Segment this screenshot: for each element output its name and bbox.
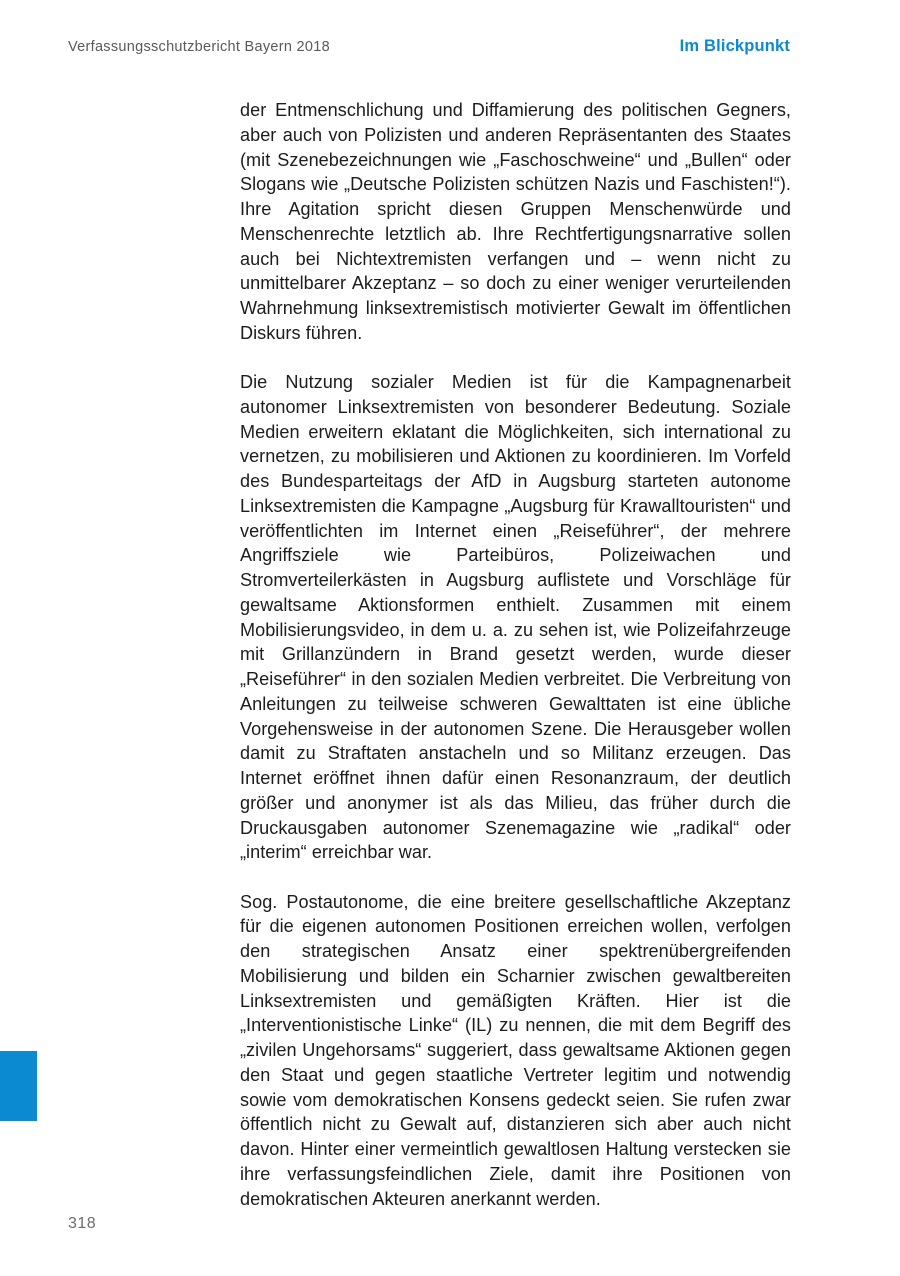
body-paragraph-2: Die Nutzung sozialer Medien ist für die Kampagnenarbeit autonomer Linksextremisten von besonderer Bedeutung. Soziale Medien erweitern eklatant die Möglichkeiten, sich international zu vernetzen, zu mobilisieren und Aktionen zu koordinieren. Im Vorfeld des Bundesparteitags der AfD in Augsburg starteten autonome Linksextremisten die Kampagne „Augsburg für Krawalltouristen“ und veröffentlichten im Internet einen „Reiseführer“, der mehrere Angriffsziele wie Parteibüros, Polizeiwachen und Stromverteilerkästen in Augsburg auflistete und Vorschläge für gewaltsame Aktionsformen enthielt. Zusammen mit einem Mobilisierungsvideo, in dem u. a. zu sehen ist, wie Polizeifahrzeuge mit Grillanzündern in Brand gesetzt werden, wurde dieser „Reiseführer“ in den sozialen Medien verbreitet. Die Verbreitung von Anleitungen zu teilweise schweren Gewalttaten ist eine übliche Vorgehensweise in der autonomen Szene. Die Herausgeber wollen damit zu Straftaten anstacheln und so Militanz erzeugen. Das Internet eröffnet ihnen dafür einen Resonanzraum, der deutlich größer und anonymer ist als das Milieu, das früher durch die Druckausgaben autonomer Szenemagazine wie „radikal“ oder „interim“ erreichbar war. bbox=[240, 372, 791, 863]
header-publication-title: Verfassungsschutzbericht Bayern 2018 bbox=[68, 39, 330, 55]
header-section-title: Im Blickpunkt bbox=[679, 37, 790, 55]
chapter-edge-marker bbox=[0, 1051, 37, 1121]
body-paragraph-1: der Entmenschlichung und Diffamierung des politischen Gegners, aber auch von Polizisten und anderen Repräsentanten des Staates (mit Szenebezeichnungen wie „Faschoschweine“ und „Bullen“ oder Slogans wie „Deutsche Polizisten schützen Nazis und Faschisten!“). Ihre Agitation spricht diesen Gruppen Menschenwürde und Menschenrechte letztlich ab. Ihre Rechtfertigungsnarrative sollen auch bei Nichtextremisten verfangen und – wenn nicht zu unmittelbarer Akzeptanz – so doch zu einer weniger verurteilenden Wahrnehmung linksextremistisch motivierter Gewalt im öffentlichen Diskurs führen. bbox=[240, 100, 791, 343]
page-number: 318 bbox=[68, 1215, 97, 1232]
body-text-column bbox=[240, 98, 791, 1211]
running-header bbox=[68, 36, 790, 62]
body-paragraph-3: Sog. Postautonome, die eine breitere gesellschaftliche Akzeptanz für die eigenen autonomen Positionen erreichen wollen, verfolgen den strategischen Ansatz einer spektrenübergreifenden Mobilisierung und bilden ein Scharnier zwischen gewaltbereiten Linksextremisten und gemäßigten Kräften. Hier ist die „Interventionistische Linke“ (IL) zu nennen, die mit dem Begriff des „zivilen Ungehorsams“ suggeriert, dass gewaltsame Aktionen gegen den Staat und gegen staatliche Vertreter legitim und notwendig sowie vom demokratischen Konsens gedeckt seien. Sie rufen zwar öffentlich nicht zu Gewalt auf, distanzieren sich aber auch nicht davon. Hinter einer vermeintlich gewaltlosen Haltung verstecken sie ihre verfassungsfeindlichen Ziele, damit ihre Positionen von demokratischen Akteuren anerkannt werden. bbox=[240, 891, 791, 1209]
